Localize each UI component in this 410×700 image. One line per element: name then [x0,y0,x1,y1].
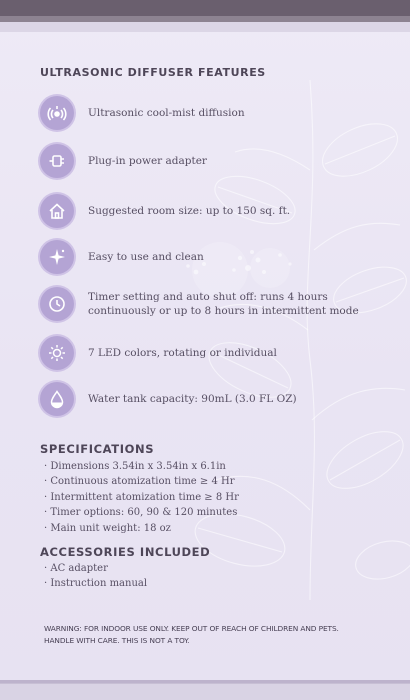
feature-text: Plug-in power adapter [88,155,207,167]
warning-line: HANDLE WITH CARE. THIS IS NOT A TOY. [44,636,190,645]
feature-text-line: continuously or up to 8 hours in intermittent mode [88,305,359,317]
clock-icon [40,287,74,321]
features-heading: ULTRASONIC DIFFUSER FEATURES [40,66,266,79]
feature-text: Water tank capacity: 90mL (3.0 FL OZ) [88,393,297,405]
specifications-list [44,459,239,536]
feature-item-water-tank [40,379,380,419]
feature-item-room-size [40,191,380,231]
warning-text [44,623,374,647]
box-top-lid [0,0,410,22]
sparkle-icon [40,240,74,274]
feature-item-plug [40,141,380,181]
feature-item-mist [40,93,380,133]
box-bottom-rim [0,683,410,700]
feature-item-easy-clean [40,237,380,277]
sun-led-icon [40,336,74,370]
mist-waves-icon [40,96,74,130]
list-item: · Intermittent atomization time ≥ 8 Hr [44,491,239,503]
list-item: · Continuous atomization time ≥ 4 Hr [44,476,235,488]
list-item: · AC adapter [44,563,108,574]
feature-text: Easy to use and clean [88,251,204,263]
feature-text-line: Timer setting and auto shut off: runs 4 hours [88,291,328,303]
water-drop-icon [40,382,74,416]
accessories-list [44,561,147,592]
plug-icon [40,144,74,178]
house-icon [40,194,74,228]
feature-item-led [40,333,380,373]
specifications-heading: SPECIFICATIONS [40,442,155,456]
list-item: · Main unit weight: 18 oz [44,522,171,534]
box-top-rim [0,22,410,32]
feature-text: Suggested room size: up to 150 sq. ft. [88,205,291,217]
list-item: · Instruction manual [44,578,148,590]
feature-text: 7 LED colors, rotating or individual [88,347,277,359]
warning-line: WARNING: FOR INDOOR USE ONLY. KEEP OUT OF REACH OF CHILDREN AND PETS. [44,624,339,633]
accessories-heading: ACCESSORIES INCLUDED [40,545,211,559]
feature-text-timer [88,290,359,318]
list-item: · Timer options: 60, 90 & 120 minutes [44,507,238,519]
feature-item-timer [40,284,380,324]
list-item: · Dimensions 3.54in x 3.54in x 6.1in [44,461,226,472]
feature-text: Ultrasonic cool-mist diffusion [88,107,245,119]
